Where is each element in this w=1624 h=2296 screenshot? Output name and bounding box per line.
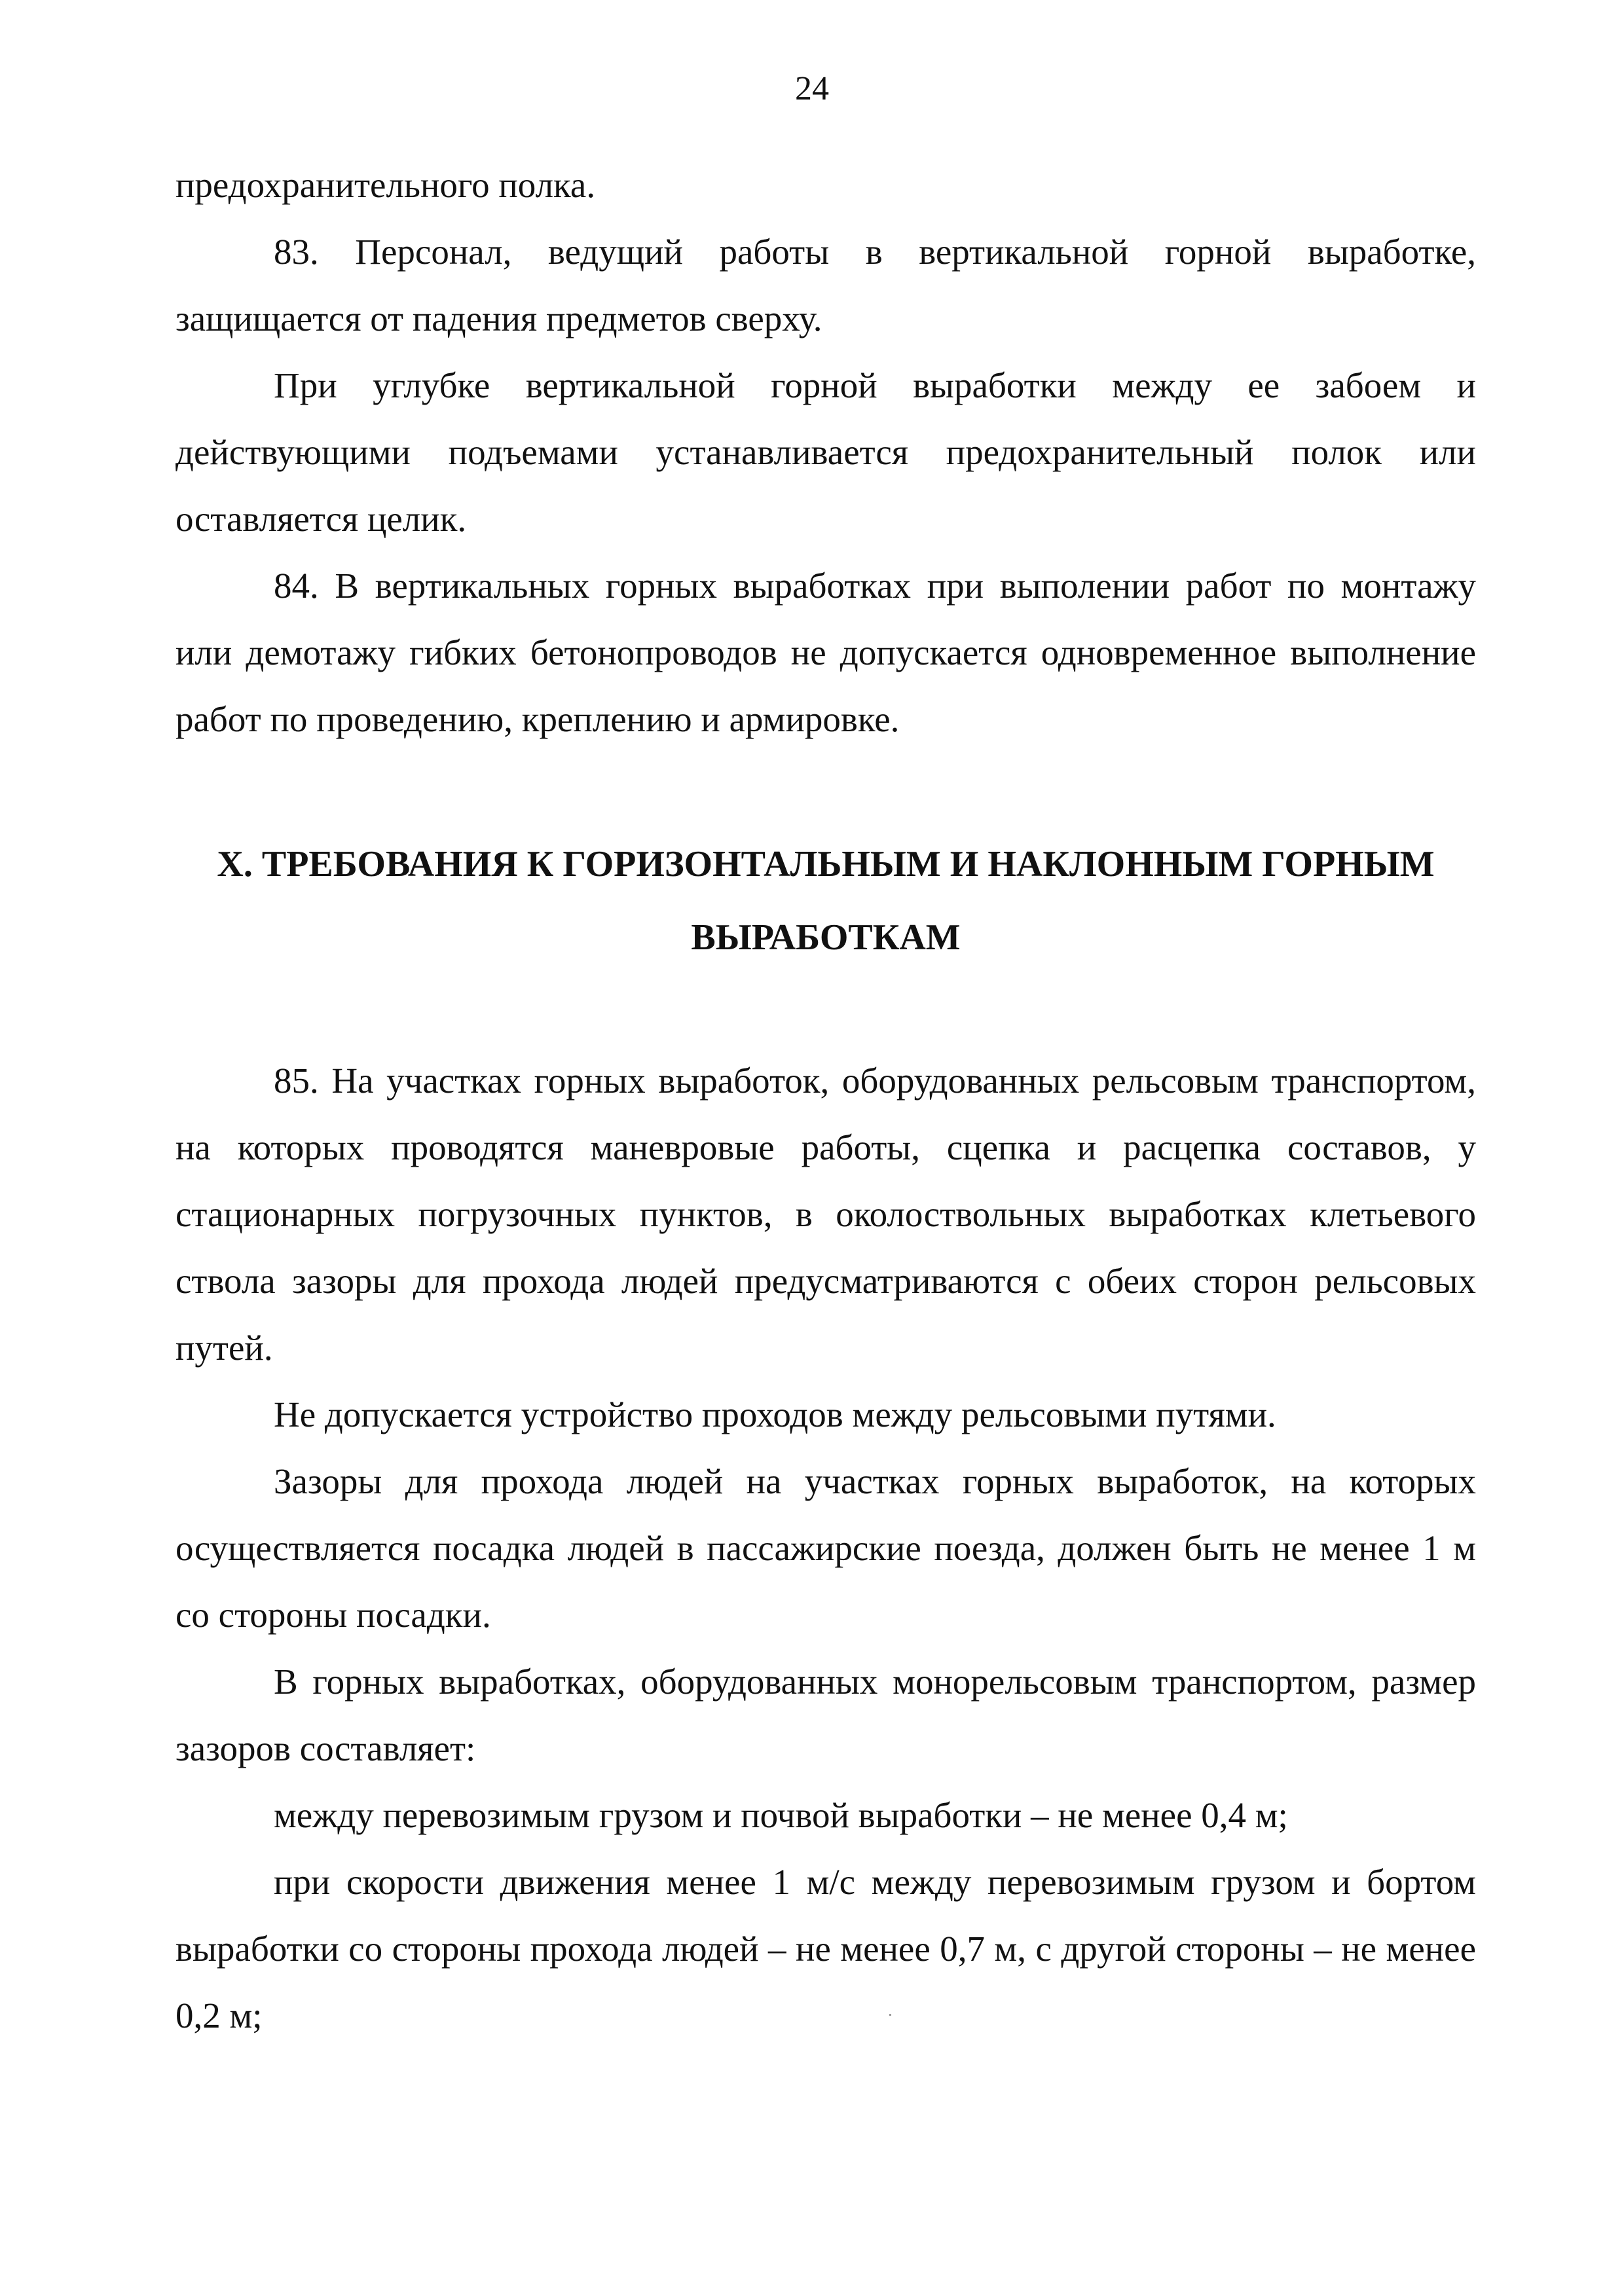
paragraph-item-83: 83. Персонал, ведущий работы в вертикальной горной выработке, защищается от падения предметов сверху. [175, 232, 1476, 338]
section-heading-line-2: ВЫРАБОТКАМ [691, 917, 961, 958]
paragraph-boarding-clearance: Зазоры для прохода людей на участках горных выработок, на которых осуществляется посадка людей в пассажирские поезда, должен быть не менее 1 м со стороны посадки. [175, 1461, 1476, 1635]
paragraph-no-passages: Не допускается устройство проходов между рельсовыми путями. [274, 1394, 1276, 1434]
scan-artifact-dot [889, 2014, 891, 2016]
document-body [175, 152, 1476, 2049]
paragraph-monorail-clearance: В горных выработках, оборудованных монорельсовым транспортом, размер зазоров составляет: [175, 1662, 1476, 1768]
page-number: 24 [795, 70, 829, 107]
paragraph-item-85: 85. На участках горных выработок, оборудованных рельсовым транспортом, на которых проводятся маневровые работы, сцепка и расцепка составов, у стационарных погрузочных пунктов, в околоствольных выработках клетьевого ствола зазоры для прохода людей предусматриваются с обеих сторон рельсовых путей. [175, 1061, 1476, 1368]
section-heading [175, 828, 1476, 974]
paragraph-continuation: предохранительного полка. [175, 165, 596, 205]
paragraph-speed-clearance: при скорости движения менее 1 м/с между перевозимым грузом и бортом выработки со стороны прохода людей – не менее 0,7 м, с другой стороны – не менее 0,2 м; [175, 1862, 1476, 2035]
paragraph-cargo-floor-clearance: между перевозимым грузом и почвой выработки – не менее 0,4 м; [274, 1795, 1288, 1835]
section-heading-line-1: X. ТРЕБОВАНИЯ К ГОРИЗОНТАЛЬНЫМ И НАКЛОННЫМ ГОРНЫМ [217, 844, 1435, 884]
paragraph-item-84: 84. В вертикальных горных выработках при выполении работ по монтажу или демотажу гибких бетонопроводов не допускается одновременное выполнение работ по проведению, креплению и армировке. [175, 566, 1476, 739]
paragraph-shaft-deepening: При углубке вертикальной горной выработки между ее забоем и действующими подъемами устанавливается предохранительный полок или оставляется целик. [175, 365, 1476, 539]
